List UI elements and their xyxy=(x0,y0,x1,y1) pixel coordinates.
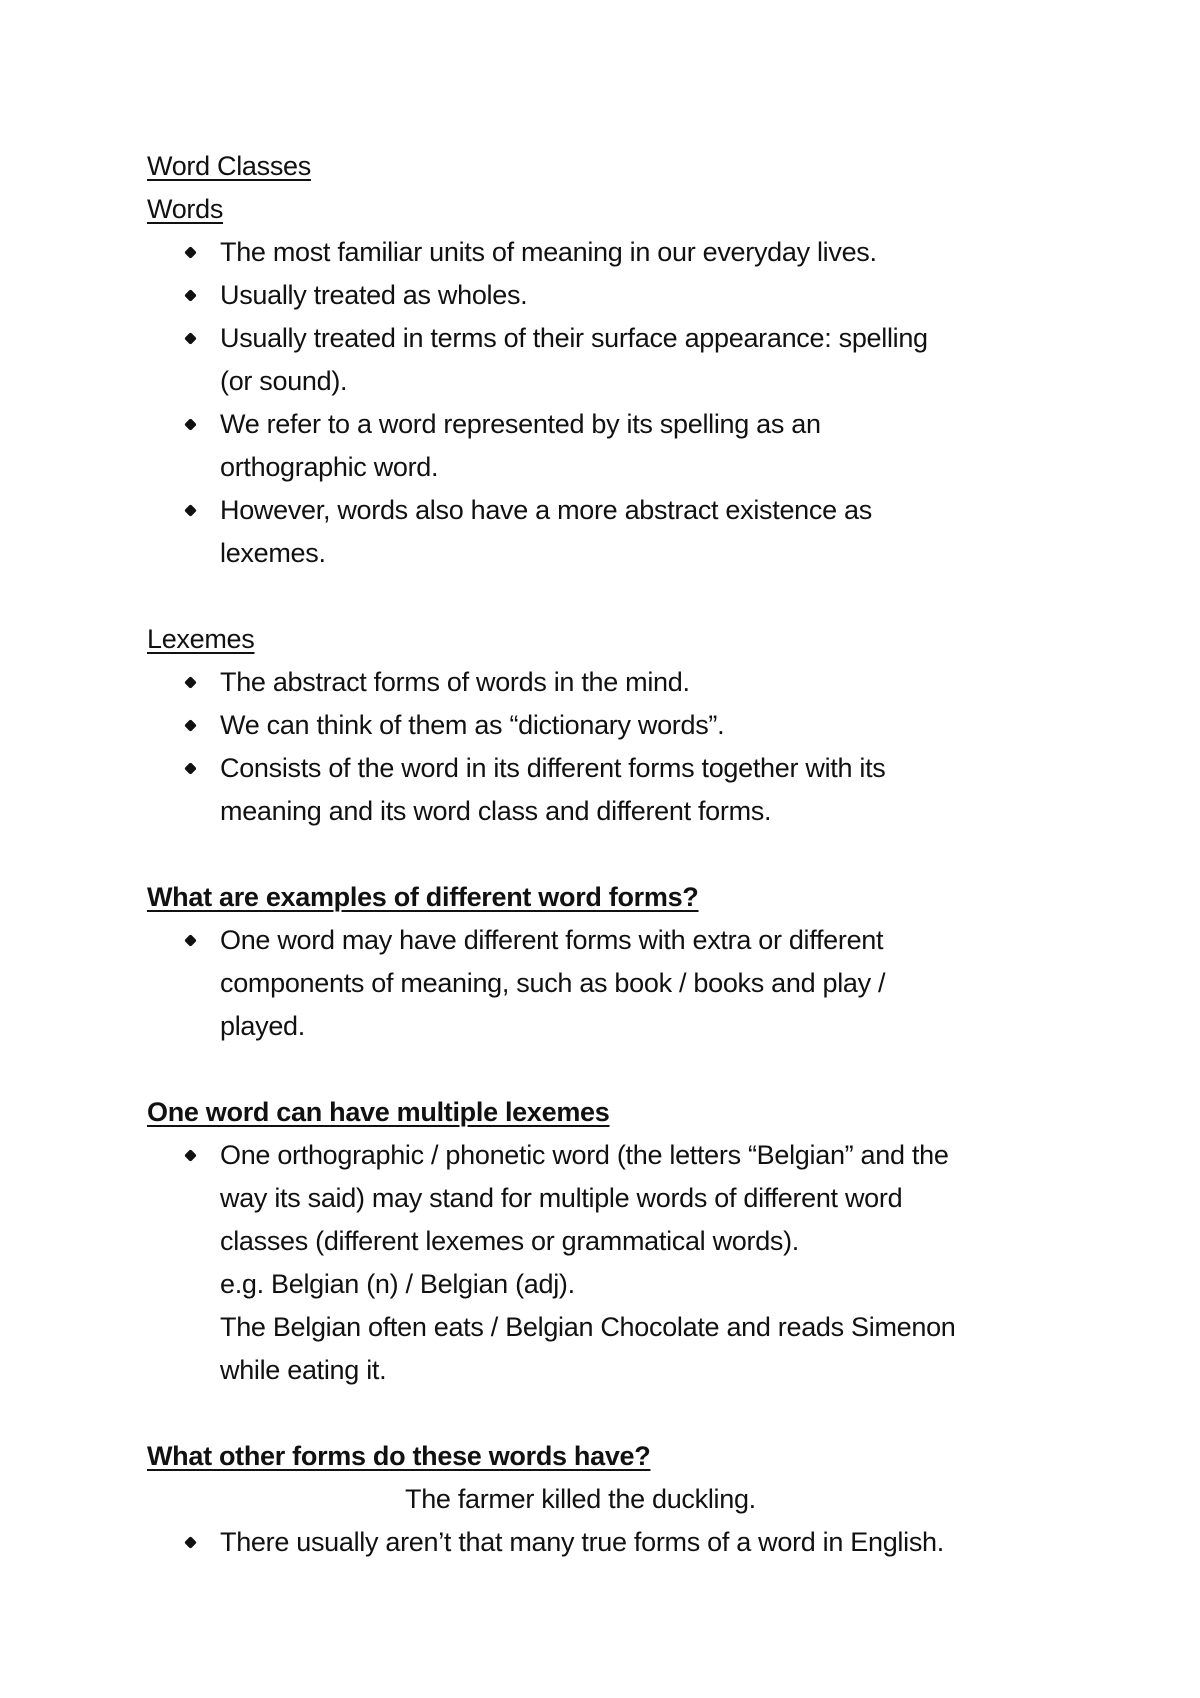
bullet-icon xyxy=(184,762,197,775)
other-forms-bullet-list xyxy=(147,1521,1087,1564)
bullet-icon xyxy=(184,504,197,517)
other-forms-heading-row xyxy=(147,1435,1087,1478)
document-title: Word Classes xyxy=(147,151,311,181)
list-item xyxy=(147,661,1087,704)
bullet-line: orthographic word. xyxy=(220,452,439,482)
bullet-line: However, words also have a more abstract existence as xyxy=(220,495,872,525)
multiple-heading-row xyxy=(147,1091,1087,1134)
examples-bullet-list xyxy=(147,919,1087,1048)
bullet-icon xyxy=(184,1149,197,1162)
bullet-line: Consists of the word in its different forms together with its xyxy=(220,753,886,783)
list-item xyxy=(147,403,1087,489)
bullet-line: while eating it. xyxy=(220,1355,387,1385)
words-bullet-list xyxy=(147,231,1087,575)
list-item xyxy=(147,704,1087,747)
bullet-line: (or sound). xyxy=(220,366,348,396)
bullet-line: One orthographic / phonetic word (the letters “Belgian” and the xyxy=(220,1140,949,1170)
bullet-icon xyxy=(184,934,197,947)
document-page xyxy=(147,145,1087,1564)
lexemes-heading: Lexemes xyxy=(147,624,255,654)
bullet-line: classes (different lexemes or grammatical words). xyxy=(220,1226,799,1256)
list-item xyxy=(147,747,1087,833)
spacer xyxy=(147,575,1087,618)
bullet-line: e.g. Belgian (n) / Belgian (adj). xyxy=(220,1269,575,1299)
list-item xyxy=(147,489,1087,575)
example-sentence: The farmer killed the duckling. xyxy=(405,1484,756,1514)
bullet-icon xyxy=(184,418,197,431)
bullet-line: One word may have different forms with extra or different xyxy=(220,925,884,955)
bullet-line: lexemes. xyxy=(220,538,326,568)
words-heading: Words xyxy=(147,194,224,224)
bullet-icon xyxy=(184,719,197,732)
list-item xyxy=(147,231,1087,274)
bullet-line: Usually treated as wholes. xyxy=(220,280,528,310)
list-item xyxy=(147,1134,1087,1392)
lexemes-bullet-list xyxy=(147,661,1087,833)
bullet-line: We refer to a word represented by its spelling as an xyxy=(220,409,821,439)
other-forms-heading: What other forms do these words have? xyxy=(147,1441,651,1471)
bullet-line: The most familiar units of meaning in our everyday lives. xyxy=(220,237,877,267)
bullet-line: The Belgian often eats / Belgian Chocolate and reads Simenon xyxy=(220,1312,956,1342)
examples-heading: What are examples of different word forms? xyxy=(147,882,699,912)
words-heading-row xyxy=(147,188,1087,231)
list-item xyxy=(147,919,1087,1048)
lexemes-heading-row xyxy=(147,618,1087,661)
bullet-line: We can think of them as “dictionary words”. xyxy=(220,710,725,740)
bullet-icon xyxy=(184,332,197,345)
list-item xyxy=(147,317,1087,403)
spacer xyxy=(147,1392,1087,1435)
list-item xyxy=(147,1521,1087,1564)
examples-heading-row xyxy=(147,876,1087,919)
bullet-icon xyxy=(184,676,197,689)
document-title-row xyxy=(147,145,1087,188)
bullet-line: components of meaning, such as book / books and play / xyxy=(220,968,886,998)
list-item xyxy=(147,274,1087,317)
bullet-line: The abstract forms of words in the mind. xyxy=(220,667,690,697)
bullet-line: way its said) may stand for multiple words of different word xyxy=(220,1183,903,1213)
multiple-bullet-list xyxy=(147,1134,1087,1392)
bullet-icon xyxy=(184,246,197,259)
bullet-icon xyxy=(184,289,197,302)
bullet-line: meaning and its word class and different forms. xyxy=(220,796,772,826)
multiple-lexemes-heading: One word can have multiple lexemes xyxy=(147,1097,610,1127)
bullet-icon xyxy=(184,1536,197,1549)
bullet-line: Usually treated in terms of their surface appearance: spelling xyxy=(220,323,928,353)
bullet-line: There usually aren’t that many true forms of a word in English. xyxy=(220,1527,944,1557)
bullet-line: played. xyxy=(220,1011,305,1041)
spacer xyxy=(147,833,1087,876)
spacer xyxy=(147,1048,1087,1091)
